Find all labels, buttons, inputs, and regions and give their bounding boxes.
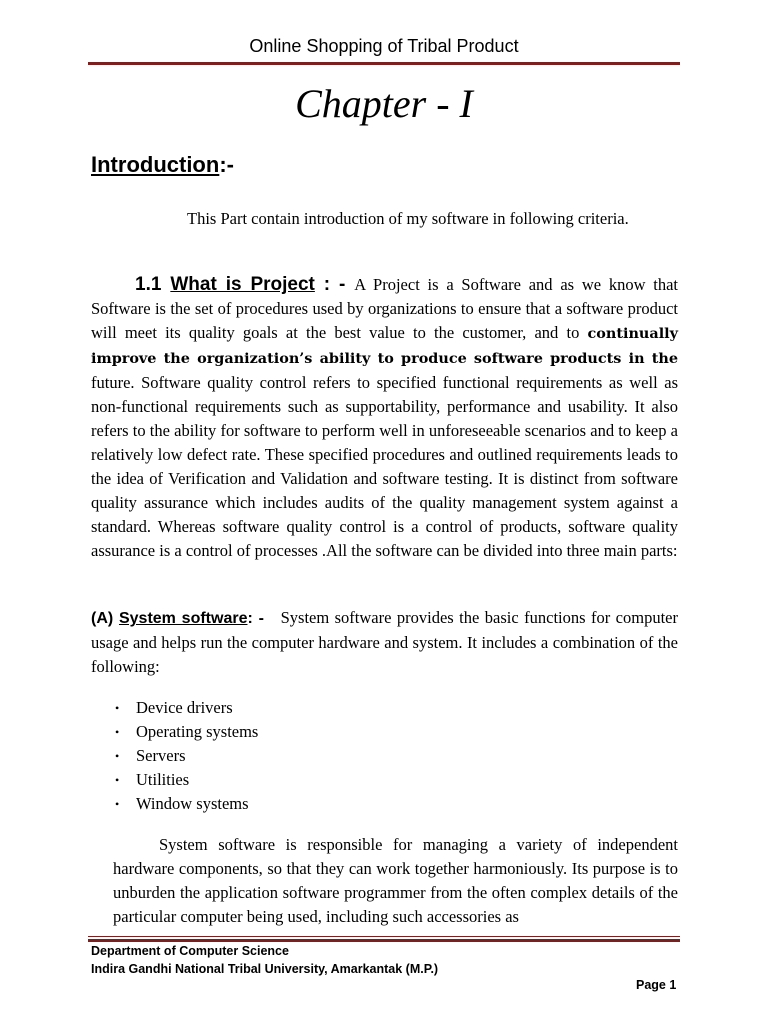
page-number: Page 1 [636, 978, 677, 992]
footer-department: Department of Computer Science [91, 944, 289, 958]
closing-paragraph [113, 833, 678, 929]
bullet-icon: • [115, 749, 120, 763]
list-item-text: Servers [136, 746, 186, 765]
running-header: Online Shopping of Tribal Product [249, 36, 519, 56]
section-a-title: System software [118, 610, 248, 627]
section-1-1-text-part1: A Project is a Software and as we know that Software is the set of procedures used by organizations to ensure that a software product will meet its quality goals at the best value to the customer, and to [91, 275, 678, 342]
list-item [115, 696, 258, 720]
list-item [115, 792, 258, 816]
introduction-paragraph [135, 207, 677, 231]
list-item [115, 720, 258, 744]
footer-rule-bottom [88, 939, 680, 942]
section-1-1-separator: : - [314, 274, 355, 295]
list-item [115, 768, 258, 792]
bullet-icon: • [115, 773, 120, 787]
introduction-heading-text: Introduction [91, 152, 220, 177]
section-a-text: System software provides the basic functions for computer usage and helps run the computer hardware and system. It includes a combination of the following: [91, 608, 678, 676]
closing-paragraph-text: System software is responsible for managing a variety of independent hardware components, so that they can work together harmoniously. Its purpose is to unburden the application software programmer from the often complex details of the particular computer being used, including such accessories as [113, 835, 678, 926]
section-1-1-title: What is Project [170, 274, 315, 295]
introduction-heading-suffix: :- [219, 152, 234, 177]
list-item [115, 744, 258, 768]
bullet-icon: • [115, 701, 120, 715]
section-a-heading [91, 610, 270, 627]
list-item-text: Window systems [136, 794, 249, 813]
section-1-1-heading [135, 274, 354, 295]
section-a-paragraph [91, 606, 678, 679]
introduction-text: This Part contain introduction of my software in following criteria. [187, 209, 629, 228]
footer-university: Indira Gandhi National Tribal University, Amarkantak (M.P.) [91, 962, 439, 976]
introduction-heading [91, 152, 234, 178]
bullet-icon: • [115, 725, 120, 739]
footer-rule-top [88, 936, 680, 937]
section-a-label: (A) [91, 610, 119, 627]
section-1-1-text-bold: continually improve the organization’s ability to produce software products in the [91, 325, 678, 367]
system-software-list [115, 696, 258, 816]
section-1-1-text-part2: future. Software quality control refers to specified functional requirements as well as non-functional requirements such as supportability, performance and usability. It also refers to the ability for software to perform well in unforeseeable scenarios and to keep a relatively low defect rate. These specified procedures and outlined requirements leads to the idea of Verification and Validation and software testing. It is distinct from software quality assurance which includes audits of the quality management system against a standard. Whereas software quality control is a control of products, software quality assurance is a control of processes .All the software can be divided into three main parts: [91, 373, 678, 560]
section-1-1-number: 1.1 [135, 274, 162, 295]
section-1-1-paragraph [91, 273, 678, 563]
list-item-text: Operating systems [136, 722, 259, 741]
bullet-icon: • [115, 797, 120, 811]
section-a-separator: - [252, 610, 270, 627]
list-item-text: Device drivers [136, 698, 233, 717]
chapter-title: Chapter - I [295, 81, 473, 126]
header-rule [88, 62, 680, 65]
list-item-text: Utilities [136, 770, 190, 789]
section-a-colon: : [247, 610, 253, 627]
